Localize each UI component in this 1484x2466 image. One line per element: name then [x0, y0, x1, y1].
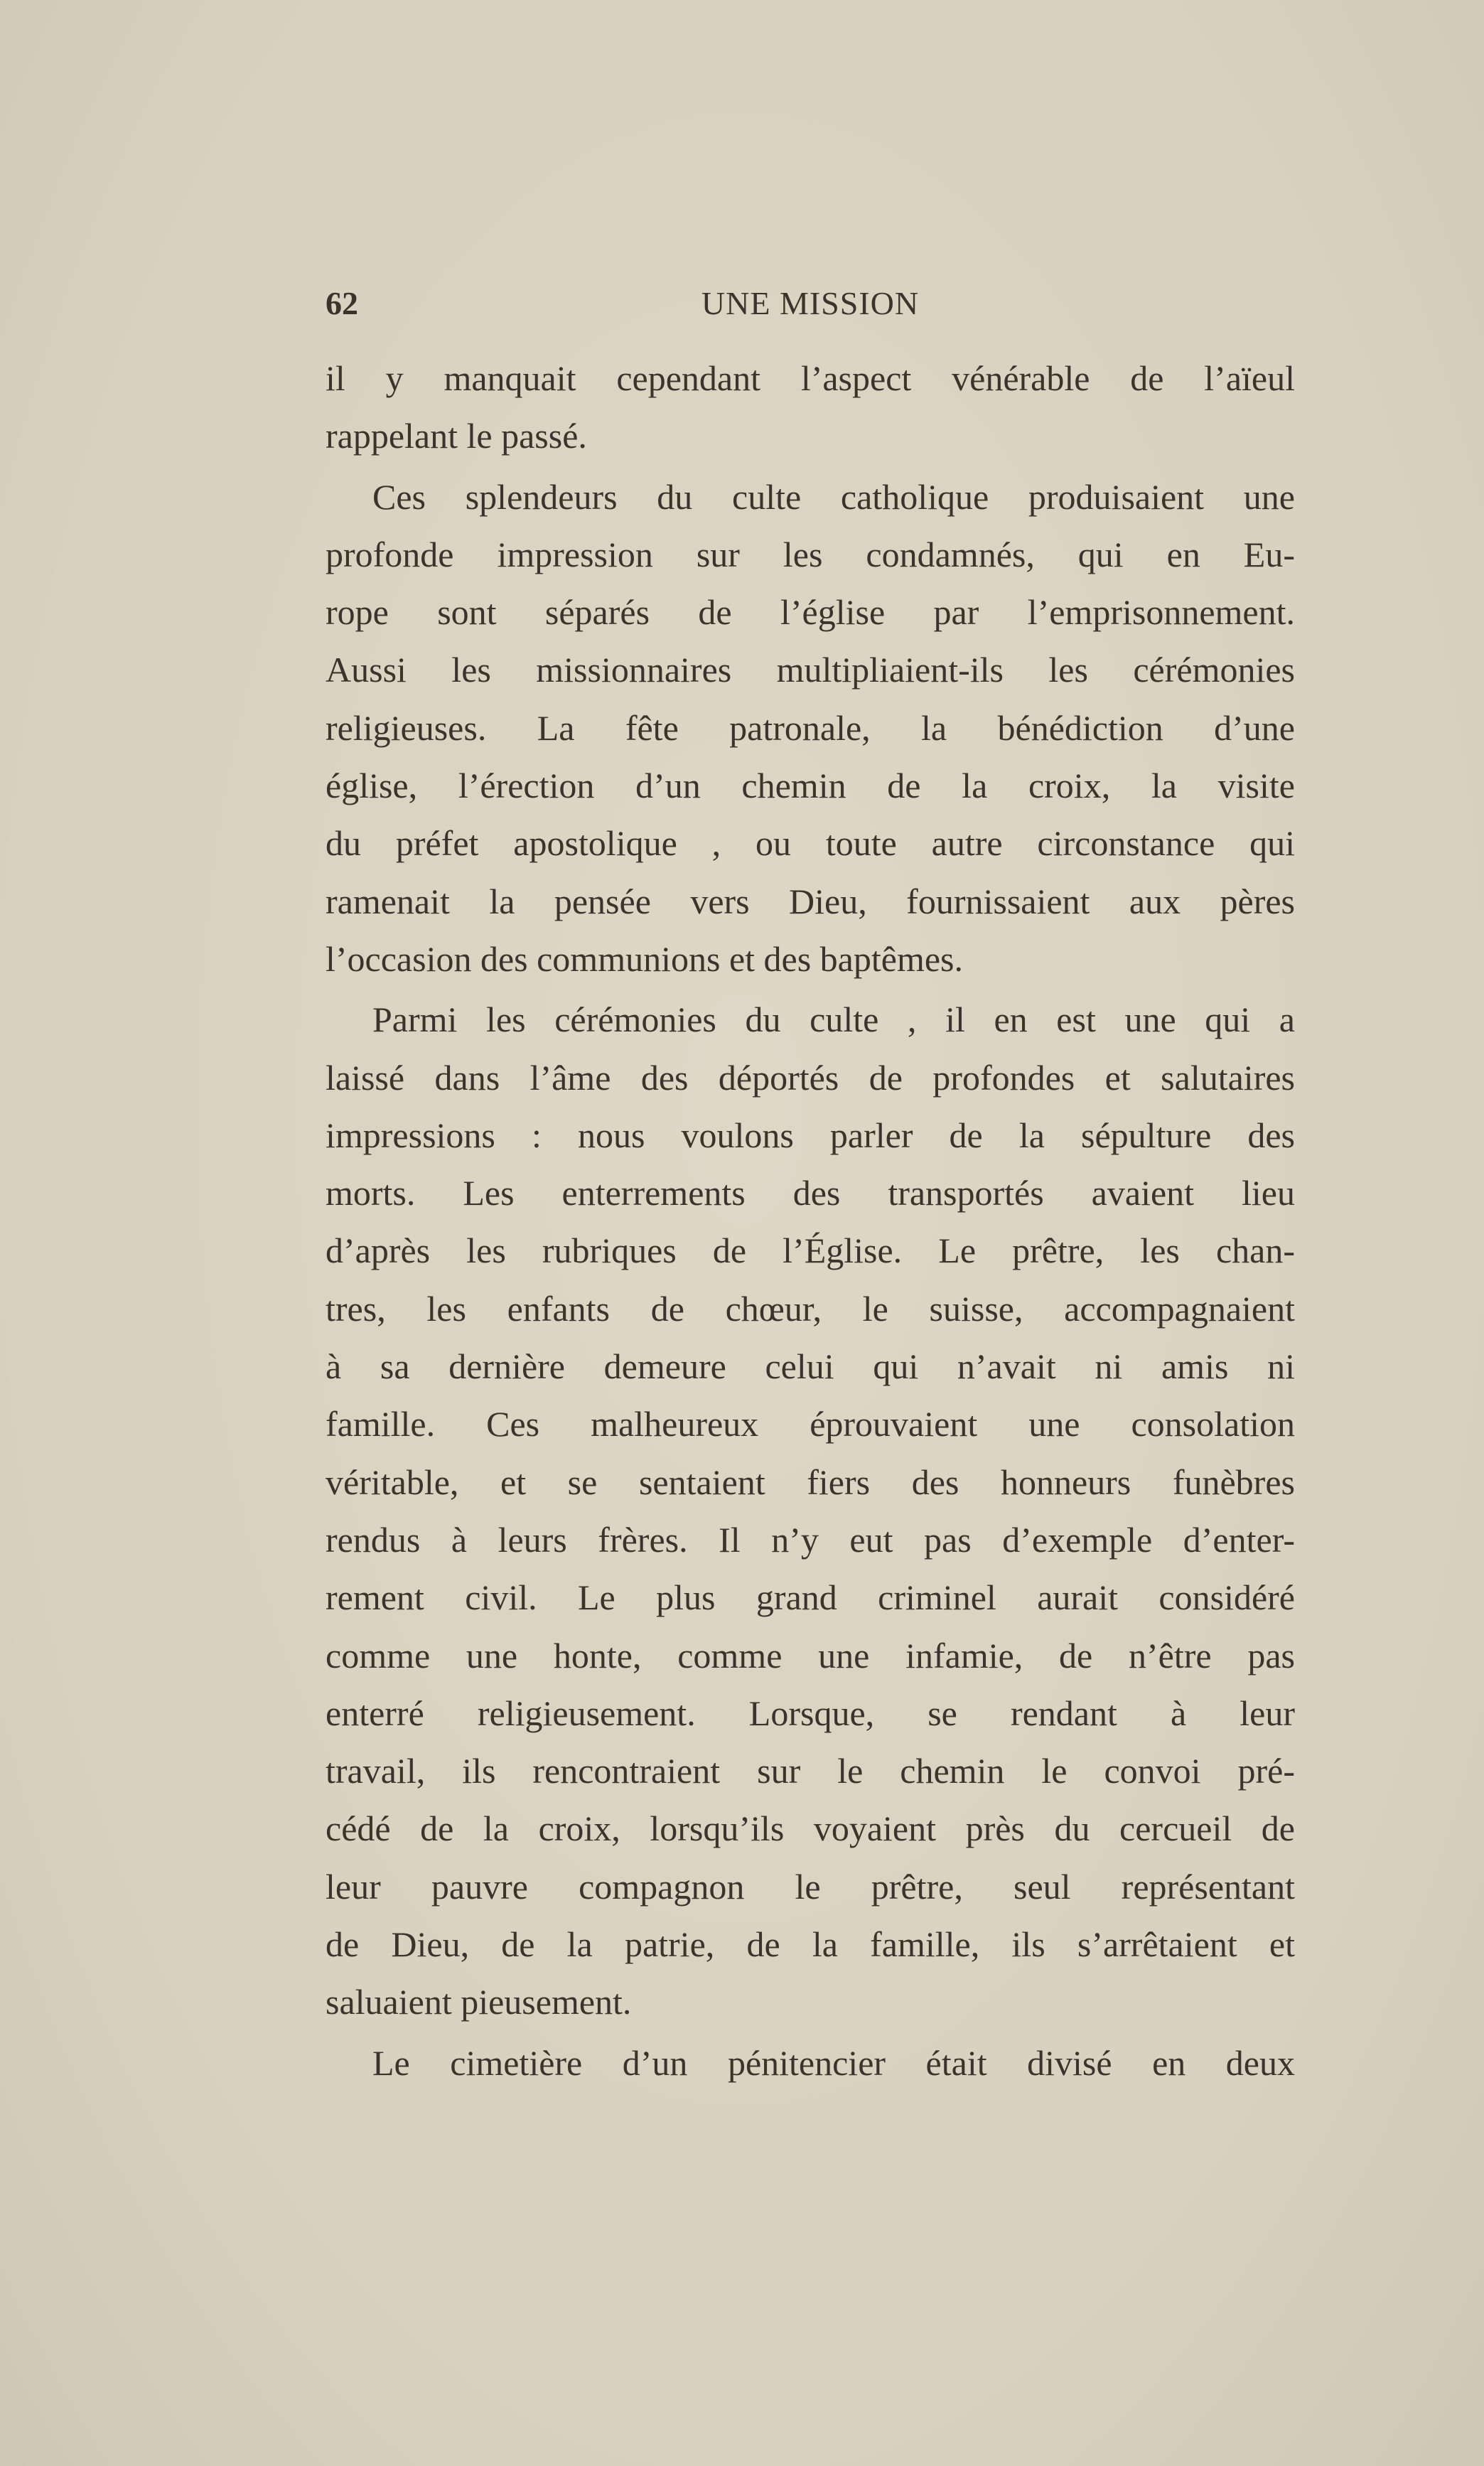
- text-line: cédé de la croix, lorsqu’ils voyaient près du cercueil de: [326, 1808, 1295, 1849]
- text-line: saluaient pieusement.: [326, 1982, 632, 2022]
- text-line: comme une honte, comme une infamie, de n’être pas: [326, 1635, 1295, 1676]
- text-line: famille. Ces malheureux éprouvaient une consolation: [326, 1404, 1295, 1444]
- paragraph: [326, 991, 1295, 2031]
- text-line: de Dieu, de la patrie, de la famille, ils s’arrêtaient et: [326, 1924, 1295, 1965]
- running-title: UNE MISSION: [701, 285, 920, 321]
- paragraph: [326, 468, 1295, 989]
- text-line: l’occasion des communions et des baptêmes.: [326, 938, 963, 979]
- text-line: rope sont séparés de l’église par l’emprisonnement.: [326, 592, 1295, 633]
- page-number: 62: [326, 285, 358, 321]
- text-line: tres, les enfants de chœur, le suisse, accompagnaient: [326, 1288, 1295, 1329]
- text-line: rement civil. Le plus grand criminel aurait considéré: [326, 1577, 1295, 1618]
- text-line: laissé dans l’âme des déportés de profondes et salutaires: [326, 1057, 1295, 1098]
- text-line: du préfet apostolique , ou toute autre circonstance qui: [326, 823, 1295, 864]
- text-line: profonde impression sur les condamnés, qui en Eu-: [326, 534, 1295, 574]
- text-line: travail, ils rencontraient sur le chemin le convoi pré-: [326, 1751, 1295, 1791]
- text-line: d’après les rubriques de l’Église. Le prêtre, les chan-: [326, 1231, 1295, 1271]
- text-line: véritable, et se sentaient fiers des honneurs funèbres: [326, 1462, 1295, 1502]
- text-line: leur pauvre compagnon le prêtre, seul représentant: [326, 1866, 1295, 1907]
- text-line: impressions : nous voulons parler de la sépulture des: [326, 1115, 1295, 1155]
- text-line: rappelant le passé.: [326, 416, 587, 456]
- text-line: Le cimetière d’un pénitencier était divisé en deux: [372, 2042, 1295, 2083]
- text-line: Ces splendeurs du culte catholique produisaient une: [372, 476, 1295, 517]
- text-line: à sa dernière demeure celui qui n’avait ni amis ni: [326, 1346, 1295, 1387]
- text-line: morts. Les enterrements des transportés avaient lieu: [326, 1173, 1295, 1213]
- text-line: église, l’érection d’un chemin de la croix, la visite: [326, 766, 1295, 806]
- page-header: [326, 284, 1295, 334]
- text-line: religieuses. La fête patronale, la bénédiction d’une: [326, 707, 1295, 748]
- text-line: Parmi les cérémonies du culte , il en est une qui a: [372, 999, 1295, 1040]
- text-line: Aussi les missionnaires multipliaient-ils les cérémonies: [326, 650, 1295, 690]
- text-line: il y manquait cependant l’aspect vénérable de l’aïeul: [326, 358, 1295, 398]
- text-line: enterré religieusement. Lorsque, se rendant à leur: [326, 1693, 1295, 1733]
- text-line: rendus à leurs frères. Il n’y eut pas d’exemple d’enter-: [326, 1519, 1295, 1560]
- paragraph: [326, 350, 1295, 466]
- text-line: ramenait la pensée vers Dieu, fournissaient aux pères: [326, 881, 1295, 921]
- page-body-text: [326, 350, 1295, 2092]
- paragraph: [326, 2035, 1295, 2092]
